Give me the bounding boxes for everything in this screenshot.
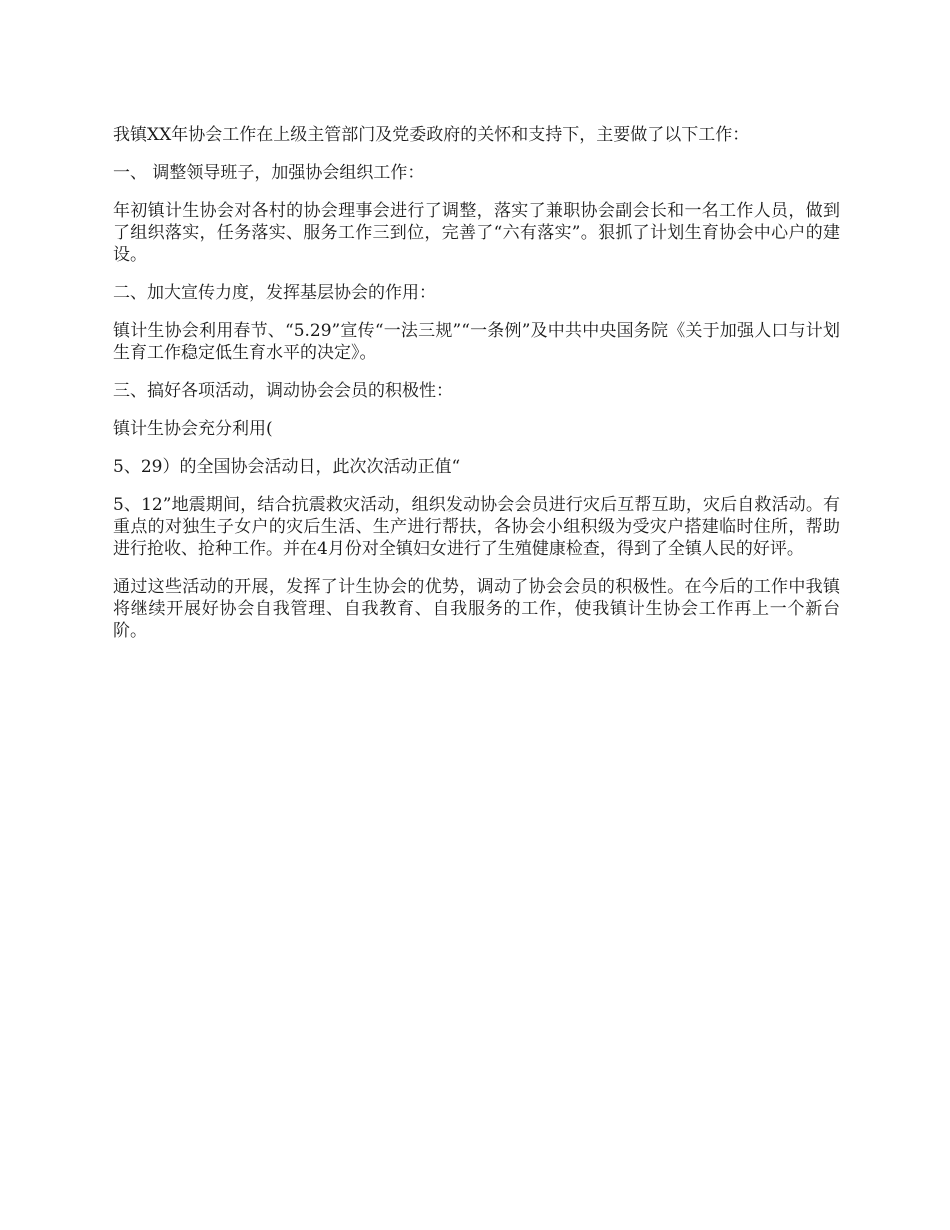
section-heading-2: 二、加大宣传力度，发挥基层协会的作用： bbox=[113, 283, 436, 303]
section-heading-3: 三、搞好各项活动，调动协会会员的积极性： bbox=[113, 381, 453, 401]
document-body bbox=[113, 124, 840, 658]
section-2-paragraph: 镇计生协会利用春节、“5.29”宣传“一法三规”“一条例”及中共中央国务院《关于加强人口与计划生育工作稳定低生育水平的决定》。 bbox=[113, 321, 840, 363]
section-3-paragraph-1: 镇计生协会充分利用( bbox=[113, 419, 273, 439]
section-3-paragraph-2: 5、29）的全国协会活动日，此次次活动正值“ bbox=[113, 457, 461, 477]
closing-paragraph: 通过这些活动的开展，发挥了计生协会的优势，调动了协会会员的积极性。在今后的工作中我镇将继续开展好协会自我管理、自我教育、自我服务的工作，使我镇计生协会工作再上一个新台阶。 bbox=[113, 577, 840, 641]
section-heading-1: 一、 调整领导班子，加强协会组织工作： bbox=[113, 163, 425, 183]
section-3-paragraph-3: 5、12”地震期间，结合抗震救灾活动，组织发动协会会员进行灾后互帮互助，灾后自救活动。有重点的对独生子女户的灾后生活、生产进行帮扶，各协会小组积级为受灾户搭建临时住所，帮助进行抢收、抢种工作。并在4月份对全镇妇女进行了生殖健康检查，得到了全镇人民的好评。 bbox=[113, 495, 840, 559]
intro-paragraph: 我镇XX年协会工作在上级主管部门及党委政府的关怀和支持下，主要做了以下工作： bbox=[113, 125, 750, 145]
section-1-paragraph: 年初镇计生协会对各村的协会理事会进行了调整，落实了兼职协会副会长和一名工作人员，做到了组织落实，任务落实、服务工作三到位，完善了“六有落实”。狠抓了计划生育协会中心户的建设。 bbox=[113, 201, 840, 265]
